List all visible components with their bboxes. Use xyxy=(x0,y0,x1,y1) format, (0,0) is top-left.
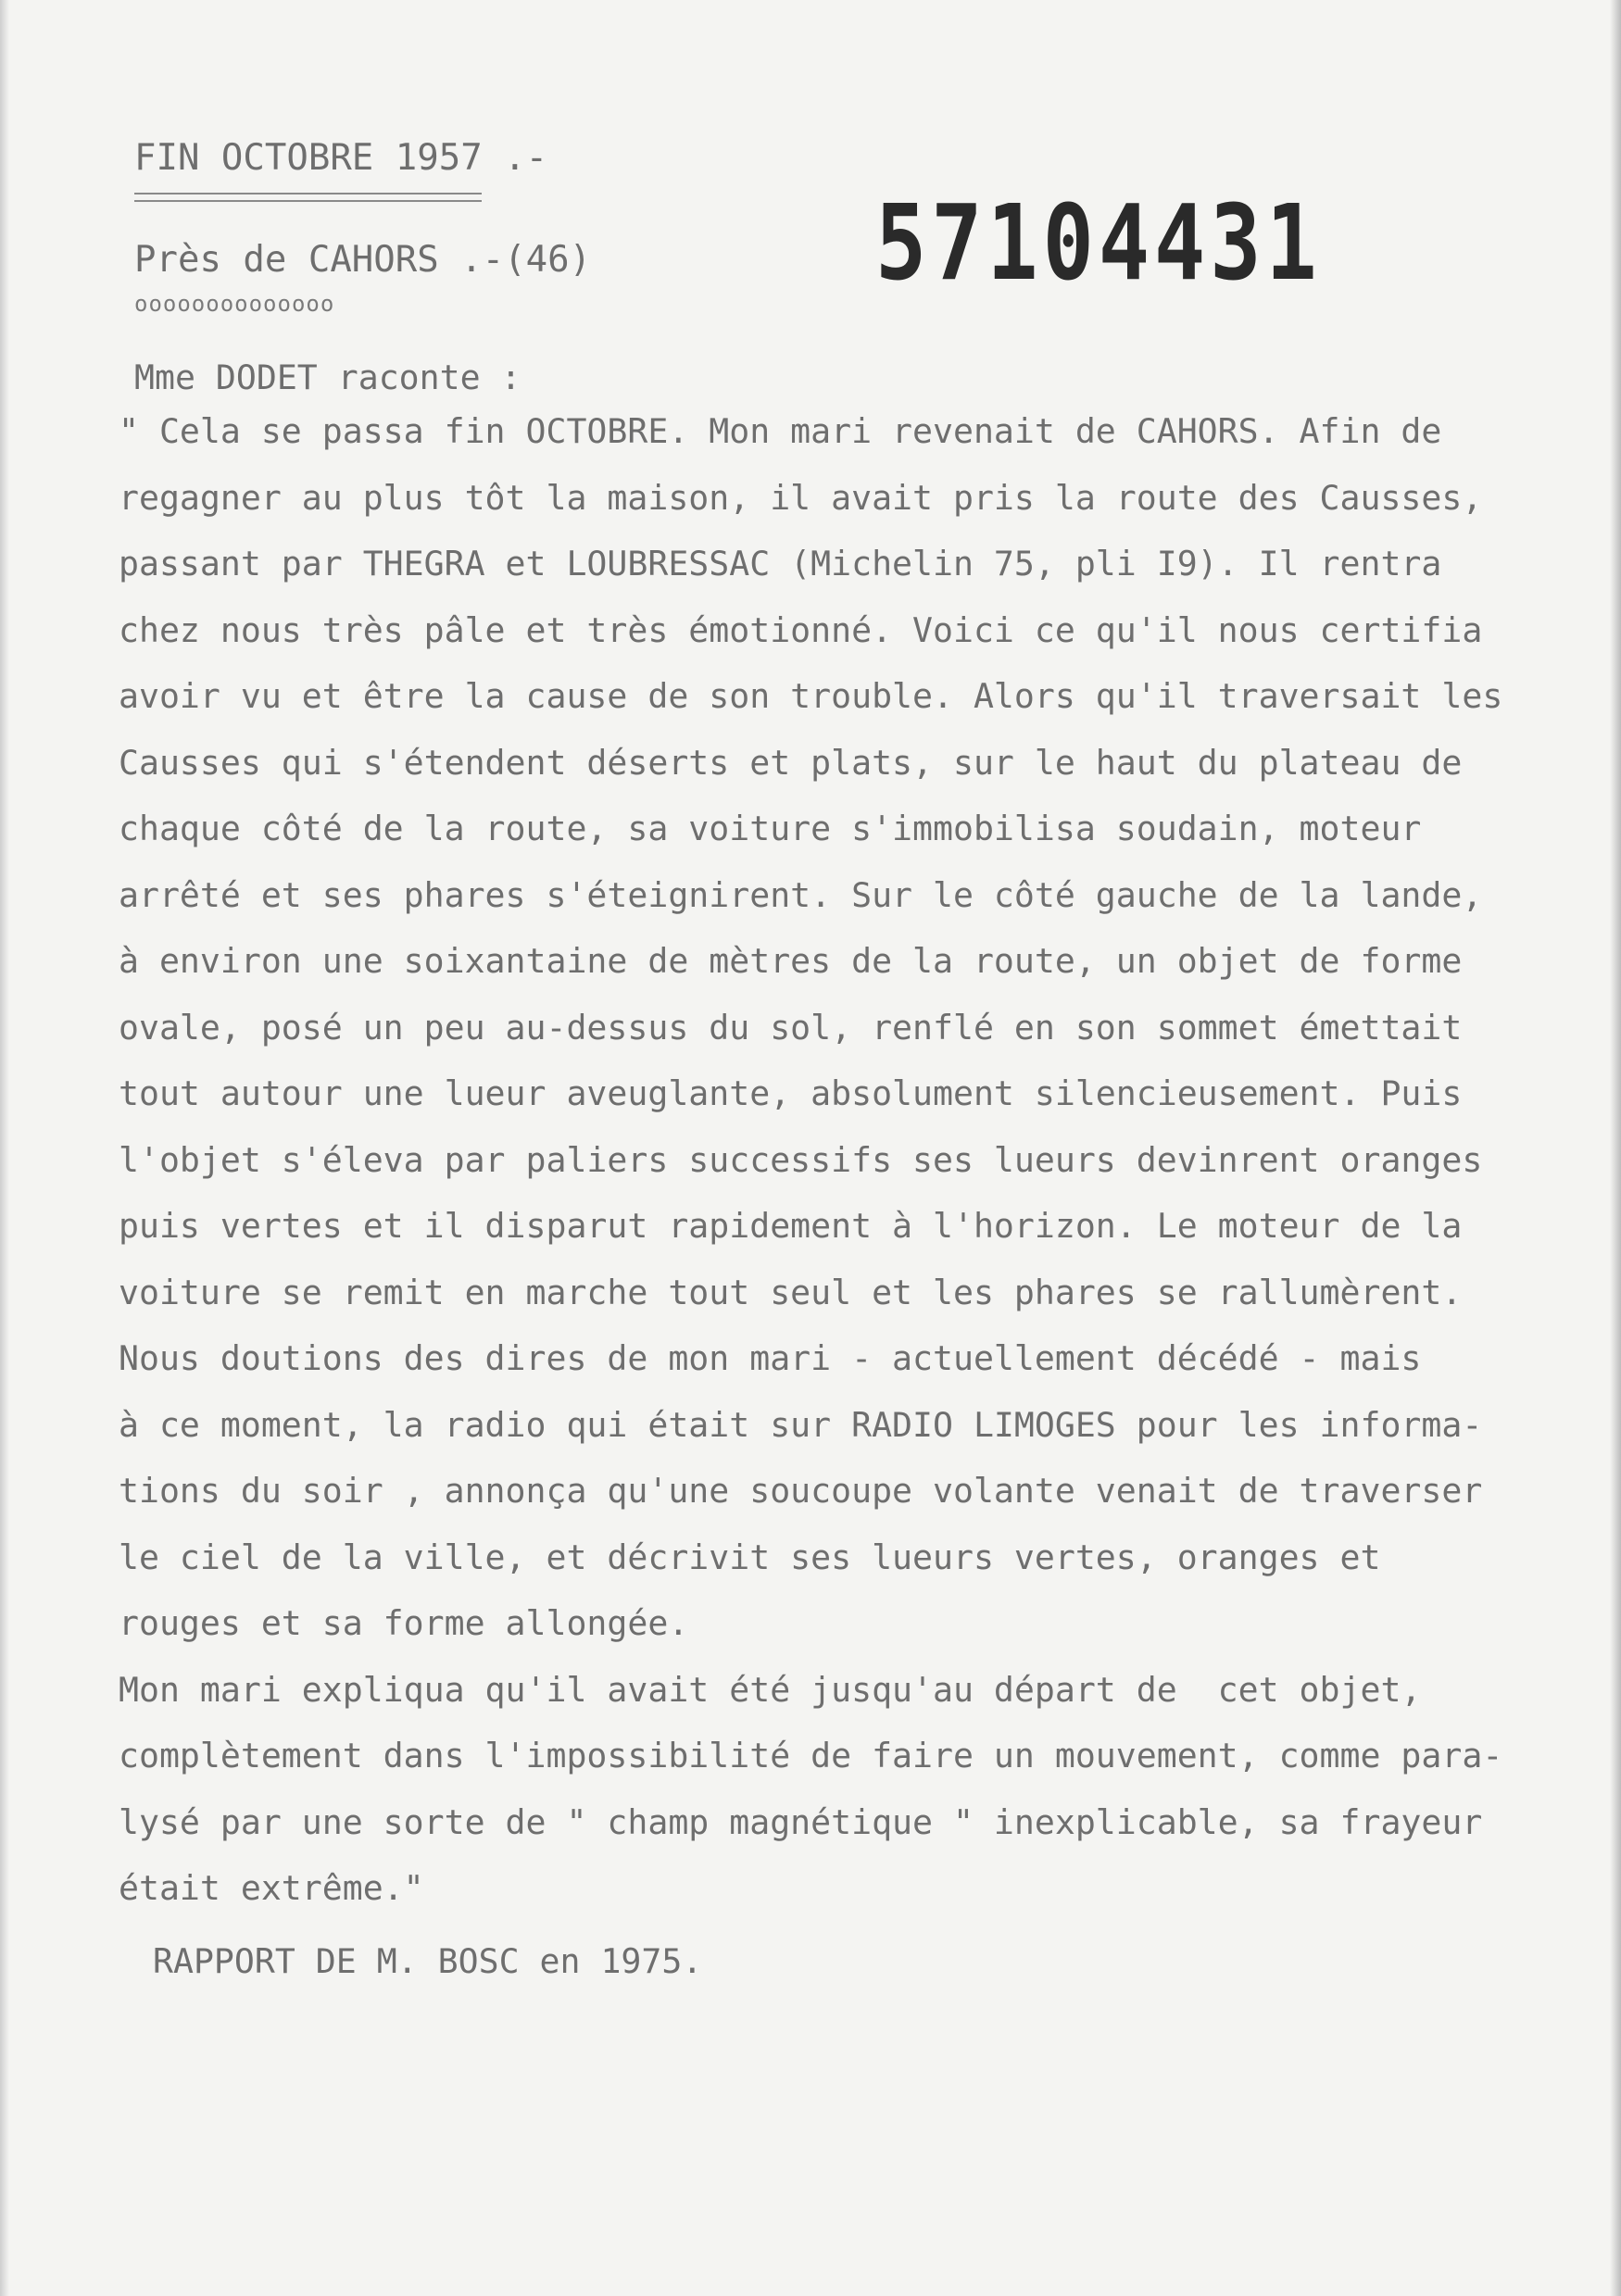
testimony-line: chez nous très pâle et très émotionné. Voici ce qu'il nous certifia xyxy=(119,609,1483,650)
date-heading: FIN OCTOBRE 1957 .- xyxy=(134,137,548,179)
place-heading: Près de CAHORS .-(46) xyxy=(134,239,592,281)
testimony-line: l'objet s'éleva par paliers successifs ses lueurs devinrent oranges xyxy=(119,1139,1483,1180)
testimony-line: lysé par une sorte de " champ magnétique " inexplicable, sa frayeur xyxy=(119,1801,1483,1842)
testimony-line: rouges et sa forme allongée. xyxy=(119,1603,689,1643)
testimony-line: passant par THEGRA et LOUBRESSAC (Michelin 75, pli I9). Il rentra xyxy=(119,544,1442,583)
testimony-line: " Cela se passa fin OCTOBRE. Mon mari revenait de CAHORS. Afin de xyxy=(119,411,1442,451)
testimony-line: Causses qui s'étendent déserts et plats, sur le haut du plateau de xyxy=(119,742,1463,783)
testimony-line: Nous doutions des dires de mon mari - actuellement décédé - mais xyxy=(119,1338,1422,1378)
intro-line: Mme DODET raconte : xyxy=(134,358,521,397)
testimony-line: tions du soir , annonça qu'une soucoupe volante venait de traverser xyxy=(119,1471,1483,1511)
testimony-line: avoir vu et être la cause de son trouble. Alors qu'il traversait les xyxy=(119,676,1503,716)
testimony-line: à environ une soixantaine de mètres de la route, un objet de forme xyxy=(119,941,1463,981)
testimony-line: complètement dans l'impossibilité de faire un mouvement, comme para- xyxy=(119,1736,1503,1775)
testimony-line: à ce moment, la radio qui était sur RADIO LIMOGES pour les informa- xyxy=(119,1404,1483,1445)
testimony-line: puis vertes et il disparut rapidement à l'horizon. Le moteur de la xyxy=(119,1206,1463,1246)
testimony-line: chaque côté de la route, sa voiture s'immobilisa soudain, moteur xyxy=(119,809,1422,848)
report-attribution: RAPPORT DE M. BOSC en 1975. xyxy=(153,1941,703,1981)
double-underline xyxy=(134,193,482,202)
place-underline: oooooooooooooo xyxy=(134,291,335,317)
testimony-line: voiture se remit en marche tout seul et les phares se rallumèrent. xyxy=(119,1272,1463,1312)
testimony-line: ovale, posé un peu au-dessus du sol, renflé en son sommet émettait xyxy=(119,1007,1463,1048)
testimony-line: était extrême." xyxy=(119,1868,424,1908)
testimony-line: arrêté et ses phares s'éteignirent. Sur le côté gauche de la lande, xyxy=(119,874,1483,915)
testimony-line: le ciel de la ville, et décrivit ses lueurs vertes, oranges et xyxy=(119,1537,1381,1577)
testimony-body xyxy=(119,398,1591,1922)
case-number: 57104431 xyxy=(875,183,1322,304)
testimony-line: regagner au plus tôt la maison, il avait pris la route des Causses, xyxy=(119,477,1483,518)
testimony-line: tout autour une lueur aveuglante, absolument silencieusement. Puis xyxy=(119,1073,1463,1113)
testimony-line: Mon mari expliqua qu'il avait été jusqu'au départ de cet objet, xyxy=(119,1669,1422,1710)
